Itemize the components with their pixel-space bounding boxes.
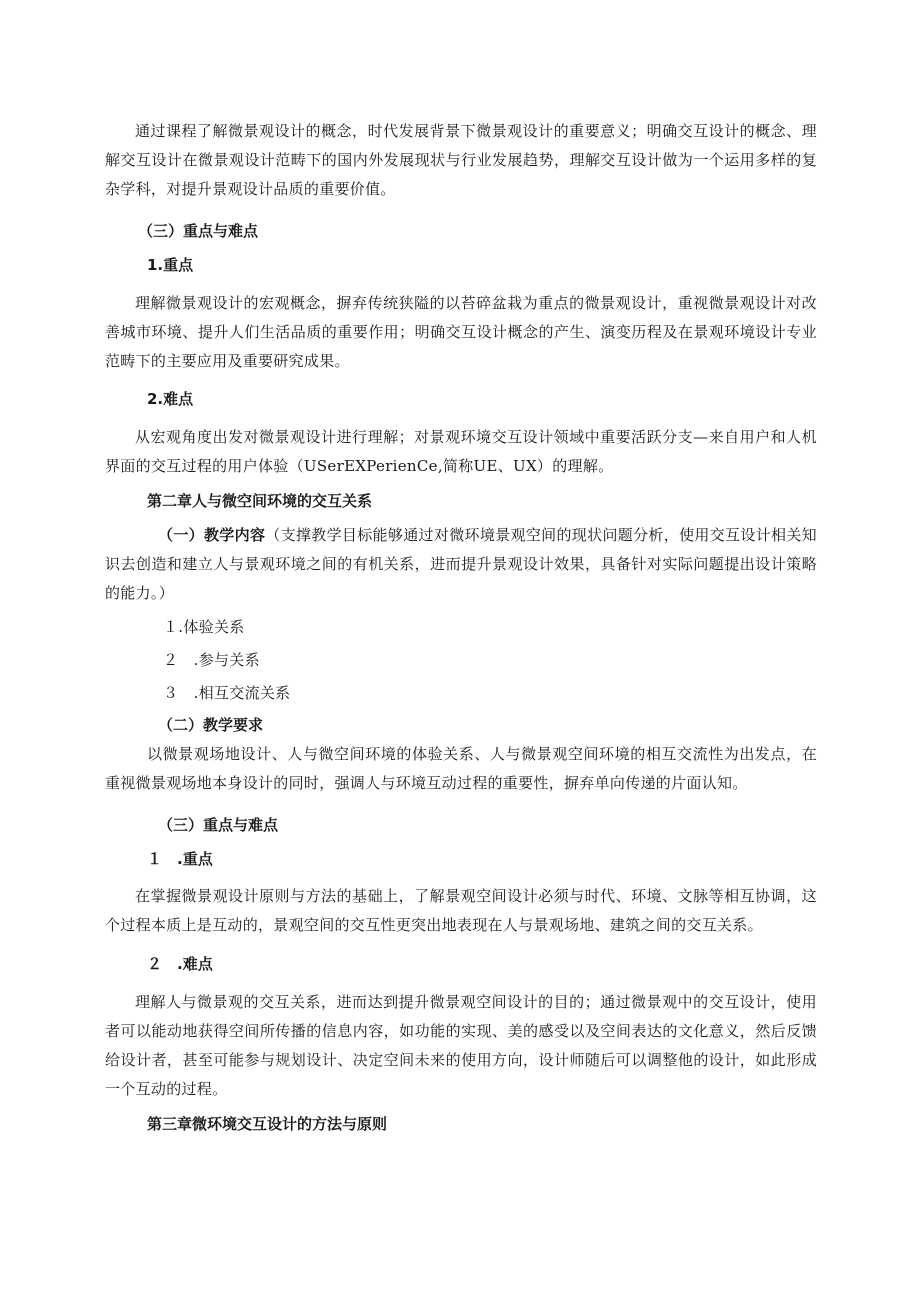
ch1-key-points-heading: 1.重点 — [147, 256, 194, 274]
ch2-list-item-1: １.体验关系 — [163, 618, 245, 636]
ch2-content-text: （支撑教学目标能够通过对微环境景观空间的现状问题分析，使用交互设计相关知识去创造和建立人与景观环境之间的有机关系，进而提升景观设计效果，具备针对实际问题提出设计策略的能力。） — [105, 526, 817, 602]
ch2-content-heading: （一）教学内容 — [158, 526, 266, 544]
ch1-key-difficulty-heading: （三）重点与难点 — [138, 222, 259, 240]
ch2-key-difficulty-heading: （三）重点与难点 — [158, 816, 279, 834]
chapter-3-title: 第三章微环境交互设计的方法与原则 — [147, 1115, 388, 1133]
ch2-difficulty-heading: ２ .难点 — [147, 955, 213, 973]
ch1-intro-paragraph: 通过课程了解微景观设计的概念，时代发展背景下微景观设计的重要意义；明确交互设计的概念、理解交互设计在微景观设计范畴下的国内外发展现状与行业发展趋势，理解交互设计做为一个运用多样的复杂学科，对提升景观设计品质的重要价值。 — [105, 122, 817, 198]
ch2-list-item-3: ３ .相互交流关系 — [163, 684, 291, 702]
ch2-difficulty-paragraph: 理解人与微景观的交互关系，进而达到提升微景观空间设计的目的；通过微景观中的交互设计，使用者可以能动地获得空间所传播的信息内容，如功能的实现、美的感受以及空间表达的文化意义，然后反馈给设计者，甚至可能参与规划设计、决定空间未来的使用方向，设计师随后可以调整他的设计，如此形成一个互动的过程。 — [105, 993, 817, 1098]
ch2-key-points-paragraph: 在掌握微景观设计原则与方法的基础上，了解景观空间设计必须与时代、环境、文脉等相互协调，这个过程本质上是互动的，景观空间的交互性更突出地表现在人与景观场地、建筑之间的交互关系。 — [105, 887, 817, 934]
ch1-difficulty-paragraph: 从宏观角度出发对微景观设计进行理解；对景观环境交互设计领域中重要活跃分支—来自用户和人机界面的交互过程的用户体验（USerEXPerienCe,简称UE、UX）的理解。 — [105, 428, 817, 475]
chapter-2-title: 第二章人与微空间环境的交互关系 — [147, 492, 373, 510]
ch1-key-points-paragraph: 理解微景观设计的宏观概念，摒弃传统狭隘的以苔碎盆栽为重点的微景观设计，重视微景观设计对改善城市环境、提升人们生活品质的重要作用；明确交互设计概念的产生、演变历程及在景观环境设计专业范畴下的主要应用及重要研究成果。 — [105, 294, 817, 370]
ch2-requirements-heading: （二）教学要求 — [158, 716, 264, 734]
document-body — [105, 117, 817, 1136]
ch1-difficulty-heading: 2.难点 — [147, 390, 194, 408]
ch2-key-points-heading: １ .重点 — [147, 850, 213, 868]
ch2-list-item-2: ２ .参与关系 — [163, 651, 260, 669]
ch2-requirements-paragraph: 以微景观场地设计、人与微空间环境的体验关系、人与微景观空间环境的相互交流性为出发点，在重视微景观场地本身设计的同时，强调人与环境互动过程的重要性，摒弃单向传递的片面认知。 — [105, 745, 817, 792]
ch2-content-paragraph — [105, 521, 817, 608]
